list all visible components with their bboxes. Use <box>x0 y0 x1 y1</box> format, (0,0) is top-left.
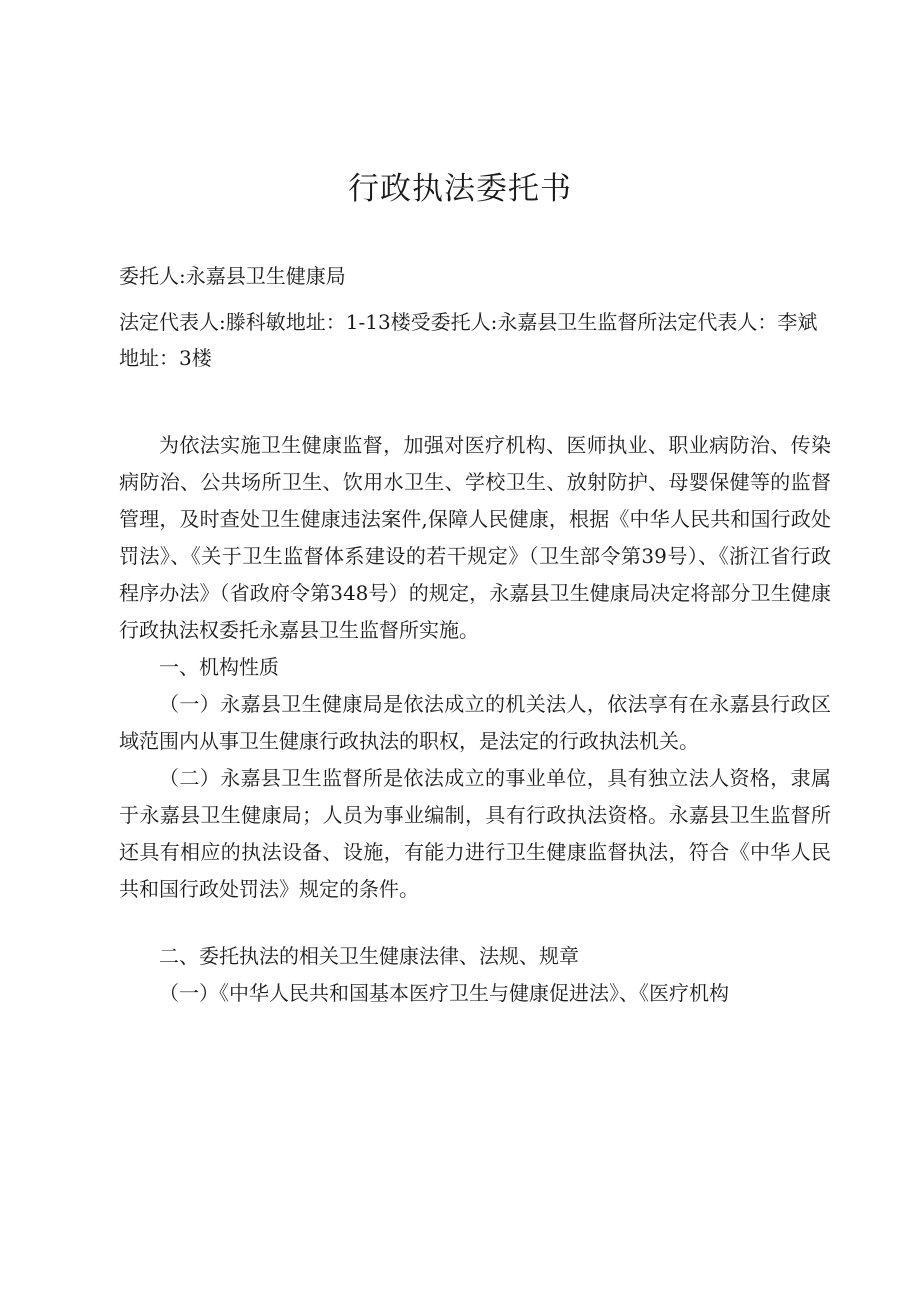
paragraph-spacer <box>119 908 831 938</box>
preamble-paragraph: 为依法实施卫生健康监督，加强对医疗机构、医师执业、职业病防治、传染病防治、公共场所卫生、饮用水卫生、学校卫生、放射防护、母婴保健等的监督管理，及时查处卫生健康违法案件,保障人民健康，根据《中华人民共和国行政处罚法》、《关于卫生监督体系建设的若干规定》（卫生部令第39号）、《浙江省行政程序办法》（省政府令第348号）的规定，永嘉县卫生健康局决定将部分卫生健康行政执法权委托永嘉县卫生监督所实施。 <box>119 433 831 642</box>
section-item: （一）永嘉县卫生健康局是依法成立的机关法人，依法享有在永嘉县行政区域范围内从事卫生健康行政执法的职权，是法定的行政执法机关。 <box>119 692 831 753</box>
document-body <box>119 427 831 1012</box>
document-title: 行政执法委托书 <box>348 171 572 207</box>
section-heading: 一、机构性质 <box>159 655 279 679</box>
section-item: （一）《中华人民共和国基本医疗卫生与健康促进法》、《医疗机构 <box>159 981 729 1005</box>
section-item: （二）永嘉县卫生监督所是依法成立的事业单位，具有独立法人资格，隶属于永嘉县卫生健康局；人员为事业编制，具有行政执法资格。永嘉县卫生监督所还具有相应的执法设备、设施，有能力进行卫生健康监督执法，符合《中华人民共和国行政处罚法》规定的条件。 <box>119 766 831 901</box>
representative-agent-line: 法定代表人:滕科敏地址：1-13楼受委托人:永嘉县卫生监督所法定代表人：李斌地址：3楼 <box>119 310 818 370</box>
section-heading: 二、委托执法的相关卫生健康法律、法规、规章 <box>159 944 579 968</box>
document-header <box>119 258 831 376</box>
principal-line: 委托人:永嘉县卫生健康局 <box>119 264 346 288</box>
